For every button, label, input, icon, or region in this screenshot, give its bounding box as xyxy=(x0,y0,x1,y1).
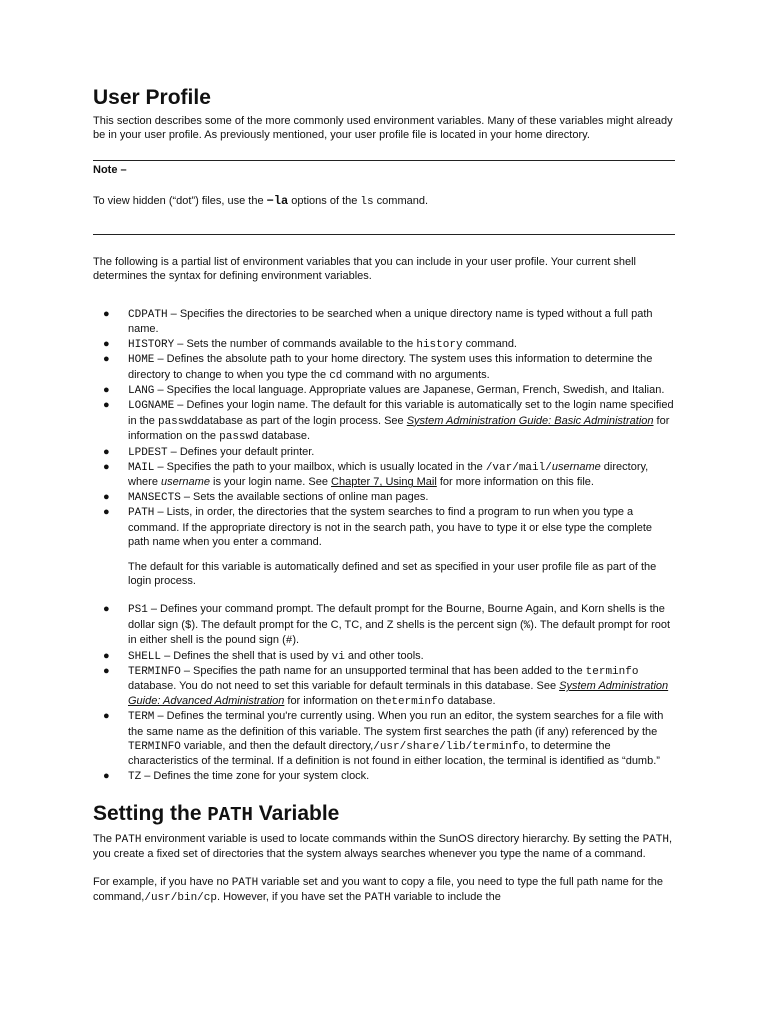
bullet-icon: ● xyxy=(103,461,110,474)
list-item-term: ● TERM – Defines the terminal you're currently using. When you run an editor, the system searches for a file with the same name as the definition of this variable. The system first searches the path (if any) referenced by the TERMINFO variable, and then the default directory,/usr/share/lib/terminfo, to determine the characteristics of the terminal. If a definition is not found in either location, the terminal is identified as “dumb.” xyxy=(103,710,664,768)
bullet-icon: ● xyxy=(103,399,110,412)
list-item-home: ● HOME – Defines the absolute path to your home directory. The system uses this information to determine the directory to change to when you type the cd command with no arguments. xyxy=(103,353,653,382)
bullet-icon: ● xyxy=(103,337,110,350)
list-item-ps1: ● PS1 – Defines your command prompt. The default prompt for the Bourne, Bourne Again, and Korn shells is the dollar sign ($). The default prompt for the C, TC, and Z shells is the percent sign (%). The default prompt for root in either shell is the pound sign (#). xyxy=(103,603,671,648)
list-item-lpdest: ● LPDEST – Defines your default printer. xyxy=(103,445,315,459)
note-top-rule xyxy=(93,160,675,161)
bullet-icon: ● xyxy=(103,445,110,458)
bullet-icon: ● xyxy=(103,649,110,662)
list-item-mansects: ● MANSECTS – Sets the available sections of online man pages. xyxy=(103,490,429,504)
admin-guide-advanced-link[interactable]: System Administration Guide: Advanced Administration xyxy=(128,680,669,707)
list-item-logname: ● LOGNAME – Defines your login name. The default for this variable is automatically set to the login name specified in the passwddatabase as part of the login process. See System Administration Guide: Basic Administration for information on the passwd database. xyxy=(103,399,674,444)
bullet-icon: ● xyxy=(103,308,110,320)
section-title-user-profile: User Profile xyxy=(93,86,211,109)
list-item-lang: ● LANG – Specifies the local language. Appropriate values are Japanese, German, French, Swedish, and Italian. xyxy=(103,384,665,398)
list-item-shell: ● SHELL – Defines the shell that is used by vi and other tools. xyxy=(103,649,424,663)
note-bottom-rule xyxy=(93,234,675,235)
list-item-tz: ● TZ – Defines the time zone for your system clock. xyxy=(103,769,370,783)
setting-path-para-1: The PATH environment variable is used to locate commands within the SunOS directory hierarchy. By setting the PATH, you create a fixed set of directories that the system always searches whenever you type the name of a command. xyxy=(93,833,673,861)
section-title-setting-path: Setting the PATH Variable xyxy=(93,802,340,827)
list-item-terminfo: ● TERMINFO – Specifies the path name for an unsupported terminal that has been added to the terminfo database. You do not need to set this variable for default terminals in this database. See System Administration Guide: Advanced Administration for information on theterminfo database. xyxy=(103,664,669,708)
list-item-cdpath: ● CDPATH – Specifies the directories to be searched when a unique directory name is typed without a full path name. xyxy=(103,308,653,336)
bullet-icon: ● xyxy=(103,353,110,366)
list-intro: The following is a partial list of environment variables that you can include in your user profile. Your current shell determines the syntax for defining environment variables. xyxy=(93,256,636,282)
environment-variable-list xyxy=(93,307,675,784)
bullet-icon: ● xyxy=(103,490,110,503)
document-page xyxy=(93,84,675,905)
bullet-icon: ● xyxy=(103,384,110,397)
bullet-icon: ● xyxy=(103,603,110,616)
bullet-icon: ● xyxy=(103,769,110,782)
bullet-icon: ● xyxy=(103,664,110,677)
la-option: −la xyxy=(266,194,289,208)
bullet-icon: ● xyxy=(103,710,110,723)
note-label: Note – xyxy=(93,164,127,176)
path-default-note: The default for this variable is automatically defined and set as specified in your user profile file as part of the login process. xyxy=(128,560,657,587)
user-profile-intro: This section describes some of the more commonly used environment variables. Many of these variables might already be in your user profile. As previously mentioned, your user profile file is located in your home directory. xyxy=(93,115,673,141)
bullet-icon: ● xyxy=(103,506,110,519)
using-mail-chapter-link[interactable]: Chapter 7, Using Mail xyxy=(331,476,437,489)
ls-command: ls xyxy=(360,196,374,208)
note-text: To view hidden (“dot”) files, use the −la options of the ls command. xyxy=(93,194,429,208)
list-item-history: ● HISTORY – Sets the number of commands available to the history command. xyxy=(103,337,517,351)
list-item-path: ● PATH – Lists, in order, the directories that the system searches to find a program to run when you type a command. If the appropriate directory is not in the search path, you have to type it or else type the complete path name when you enter a command. The default for this variable is automatically defined and set as specified in your user profile file as part of the login process. xyxy=(93,505,675,588)
list-item-mail: ● MAIL – Specifies the path to your mailbox, which is usually located in the /var/mail/username directory, where username is your login name. See Chapter 7, Using Mail for more information on this file. xyxy=(103,461,649,489)
admin-guide-basic-link[interactable]: System Administration Guide: Basic Administration xyxy=(406,414,654,427)
setting-path-para-2: For example, if you have no PATH variable set and you want to copy a file, you need to type the full path name for the command,/usr/bin/cp. However, if you have set the PATH variable to include the xyxy=(93,876,664,905)
